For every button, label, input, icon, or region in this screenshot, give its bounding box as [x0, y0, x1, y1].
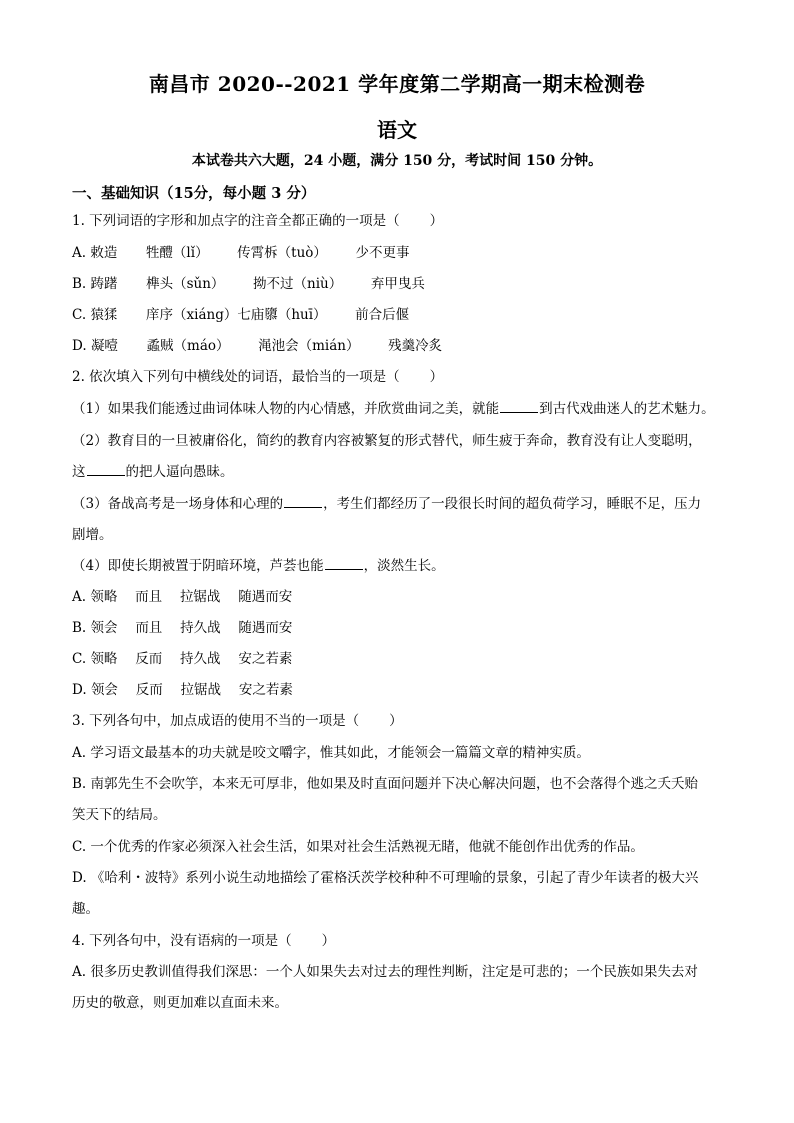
option-item: 拉锯战 [179, 589, 221, 605]
answer-blank [87, 463, 125, 476]
option-item: 猿猱 [90, 307, 118, 323]
q1-option-d [72, 337, 442, 355]
q1-option-b [72, 275, 425, 293]
option-item: 敕造 [90, 245, 118, 261]
section-heading: 一、基础知识（15分，每小题 3 分） [72, 185, 316, 202]
q2-sentence-4 [72, 557, 445, 575]
q3-option-a: A. 学习语文最基本的功夫就是咬文嚼字，惟其如此，才能领会一篇篇文章的精神实质。 [72, 745, 590, 761]
option-item: 安之若素 [238, 682, 293, 698]
option-item: 拗不过（niù） [253, 276, 343, 292]
q1-stem-text: 1. 下列词语的字形和加点字的注音全都正确的一项是（ [72, 213, 400, 229]
q3-stem-end: ） [389, 713, 403, 729]
q2-sentence-3 [72, 495, 701, 513]
option-item: 领略 [90, 589, 118, 605]
answer-blank [500, 400, 538, 413]
question-3-stem [72, 712, 403, 730]
sentence-text: 到古代戏曲迷人的艺术魅力。 [539, 401, 715, 417]
option-item: 少不更事 [355, 245, 410, 261]
option-label: D. [72, 338, 87, 354]
option-item: 残羹冷炙 [388, 338, 443, 354]
option-item: 而且 [135, 589, 163, 605]
option-item: 踌躇 [90, 276, 118, 292]
q3-option-d-cont: 趣。 [72, 901, 99, 917]
q4-option-a-cont: 历史的敬意，则更加难以直面未来。 [72, 995, 288, 1011]
option-item: 持久战 [180, 651, 221, 667]
sentence-text: （2）教育目的一旦被庸俗化，简约的教育内容被繁复的形式替代，师生疲于奔命，教育没有让人变聪明， [72, 433, 702, 449]
option-label: C. [72, 651, 87, 667]
q2-stem-text: 2. 依次填入下列句中横线处的词语，最恰当的一项是（ [72, 369, 400, 385]
option-item: 而且 [135, 620, 163, 636]
sentence-text: （1）如果我们能透过曲词体味人物的内心情感，并欣赏曲词之美，就能 [72, 401, 500, 417]
q2-sentence-2 [72, 432, 702, 450]
sentence-text: ，淡然生长。 [363, 558, 445, 574]
option-item: 持久战 [180, 620, 221, 636]
q3-option-b-cont: 笑天下的结局。 [72, 807, 167, 823]
option-item: 蟊贼（máo） [146, 338, 230, 354]
option-label: C. [72, 307, 87, 323]
option-label: B. [72, 276, 87, 292]
option-item: 反而 [135, 682, 163, 698]
q1-stem-end: ） [429, 213, 444, 229]
answer-blank [284, 495, 322, 508]
q2-option-c [72, 650, 292, 668]
q4-option-a: A. 很多历史教训值得我们深思：一个人如果失去对过去的理性判断，注定是可悲的；一个民族如果失去对 [72, 964, 698, 980]
option-item: 传霄柝（tuò） [237, 245, 327, 261]
q2-sentence-2-cont [72, 463, 234, 481]
q3-stem-text: 3. 下列各句中，加点成语的使用不当的一项是（ [72, 713, 360, 729]
sentence-text: （3）备战高考是一场身体和心理的 [72, 496, 284, 512]
question-2-stem [72, 368, 443, 386]
option-item: 随遇而安 [238, 620, 293, 636]
q2-sentence-3-cont [72, 526, 113, 544]
q2-stem-end: ） [429, 369, 444, 385]
answer-blank [325, 557, 363, 570]
q4-stem-end: ） [321, 933, 336, 949]
q3-option-d: D. 《哈利・波特》系列小说生动地描绘了霍格沃茨学校种种不可理喻的景象，引起了青少年读者的极大兴 [72, 870, 699, 886]
option-item: 凝噎 [90, 338, 118, 354]
q2-option-b [72, 619, 292, 637]
q1-option-c [72, 306, 409, 324]
sentence-text: 剧增。 [72, 527, 113, 543]
subject-title: 语文 [377, 118, 417, 142]
q4-stem-text: 4. 下列各句中，没有语病的一项是（ [72, 933, 292, 949]
q1-option-a [72, 244, 410, 262]
sentence-text: 的把人逼向愚昧。 [125, 464, 234, 480]
option-item: 牲醴（lǐ） [145, 245, 209, 261]
exam-notice: 本试卷共六大题，24 小题，满分 150 分，考试时间 150 分钟。 [191, 153, 603, 169]
option-item: 随遇而安 [238, 589, 293, 605]
question-4-stem [72, 932, 335, 950]
option-item: 庠序（xiáng）七庙隳（huī） [146, 307, 327, 323]
q3-option-b: B. 南郭先生不会吹竽，本来无可厚非，他如果及时直面问题并下决心解决问题，也不会落得个逃之夭夭贻 [72, 776, 699, 792]
option-label: B. [72, 620, 87, 636]
option-item: 反而 [135, 651, 163, 667]
option-label: D. [72, 682, 87, 698]
option-item: 弃甲曳兵 [370, 276, 425, 292]
option-item: 渑池会（mián） [258, 338, 360, 354]
option-item: 领略 [90, 651, 118, 667]
q3-option-c: C. 一个优秀的作家必须深入社会生活，如果对社会生活熟视无睹，他就不能创作出优秀的作品。 [72, 839, 644, 855]
option-item: 榫头（sǔn） [146, 276, 225, 292]
option-item: 前合后偃 [355, 307, 410, 323]
option-item: 领会 [90, 620, 118, 636]
sentence-text: ，考生们都经历了一段很长时间的超负荷学习，睡眠不足，压力 [323, 496, 702, 512]
question-1-stem [72, 212, 443, 230]
q2-option-d [72, 681, 293, 699]
sentence-text: 这 [72, 464, 86, 480]
option-item: 领会 [90, 682, 118, 698]
sentence-text: （4）即使长期被置于阴暗环境，芦荟也能 [72, 558, 324, 574]
q2-sentence-1 [72, 400, 715, 418]
q2-option-a [72, 588, 292, 606]
option-item: 安之若素 [238, 651, 293, 667]
exam-title: 南昌市 2020--2021 学年度第二学期高一期末检测卷 [148, 72, 646, 96]
option-label: A. [72, 245, 87, 261]
option-label: A. [72, 589, 87, 605]
option-item: 拉锯战 [180, 682, 222, 698]
